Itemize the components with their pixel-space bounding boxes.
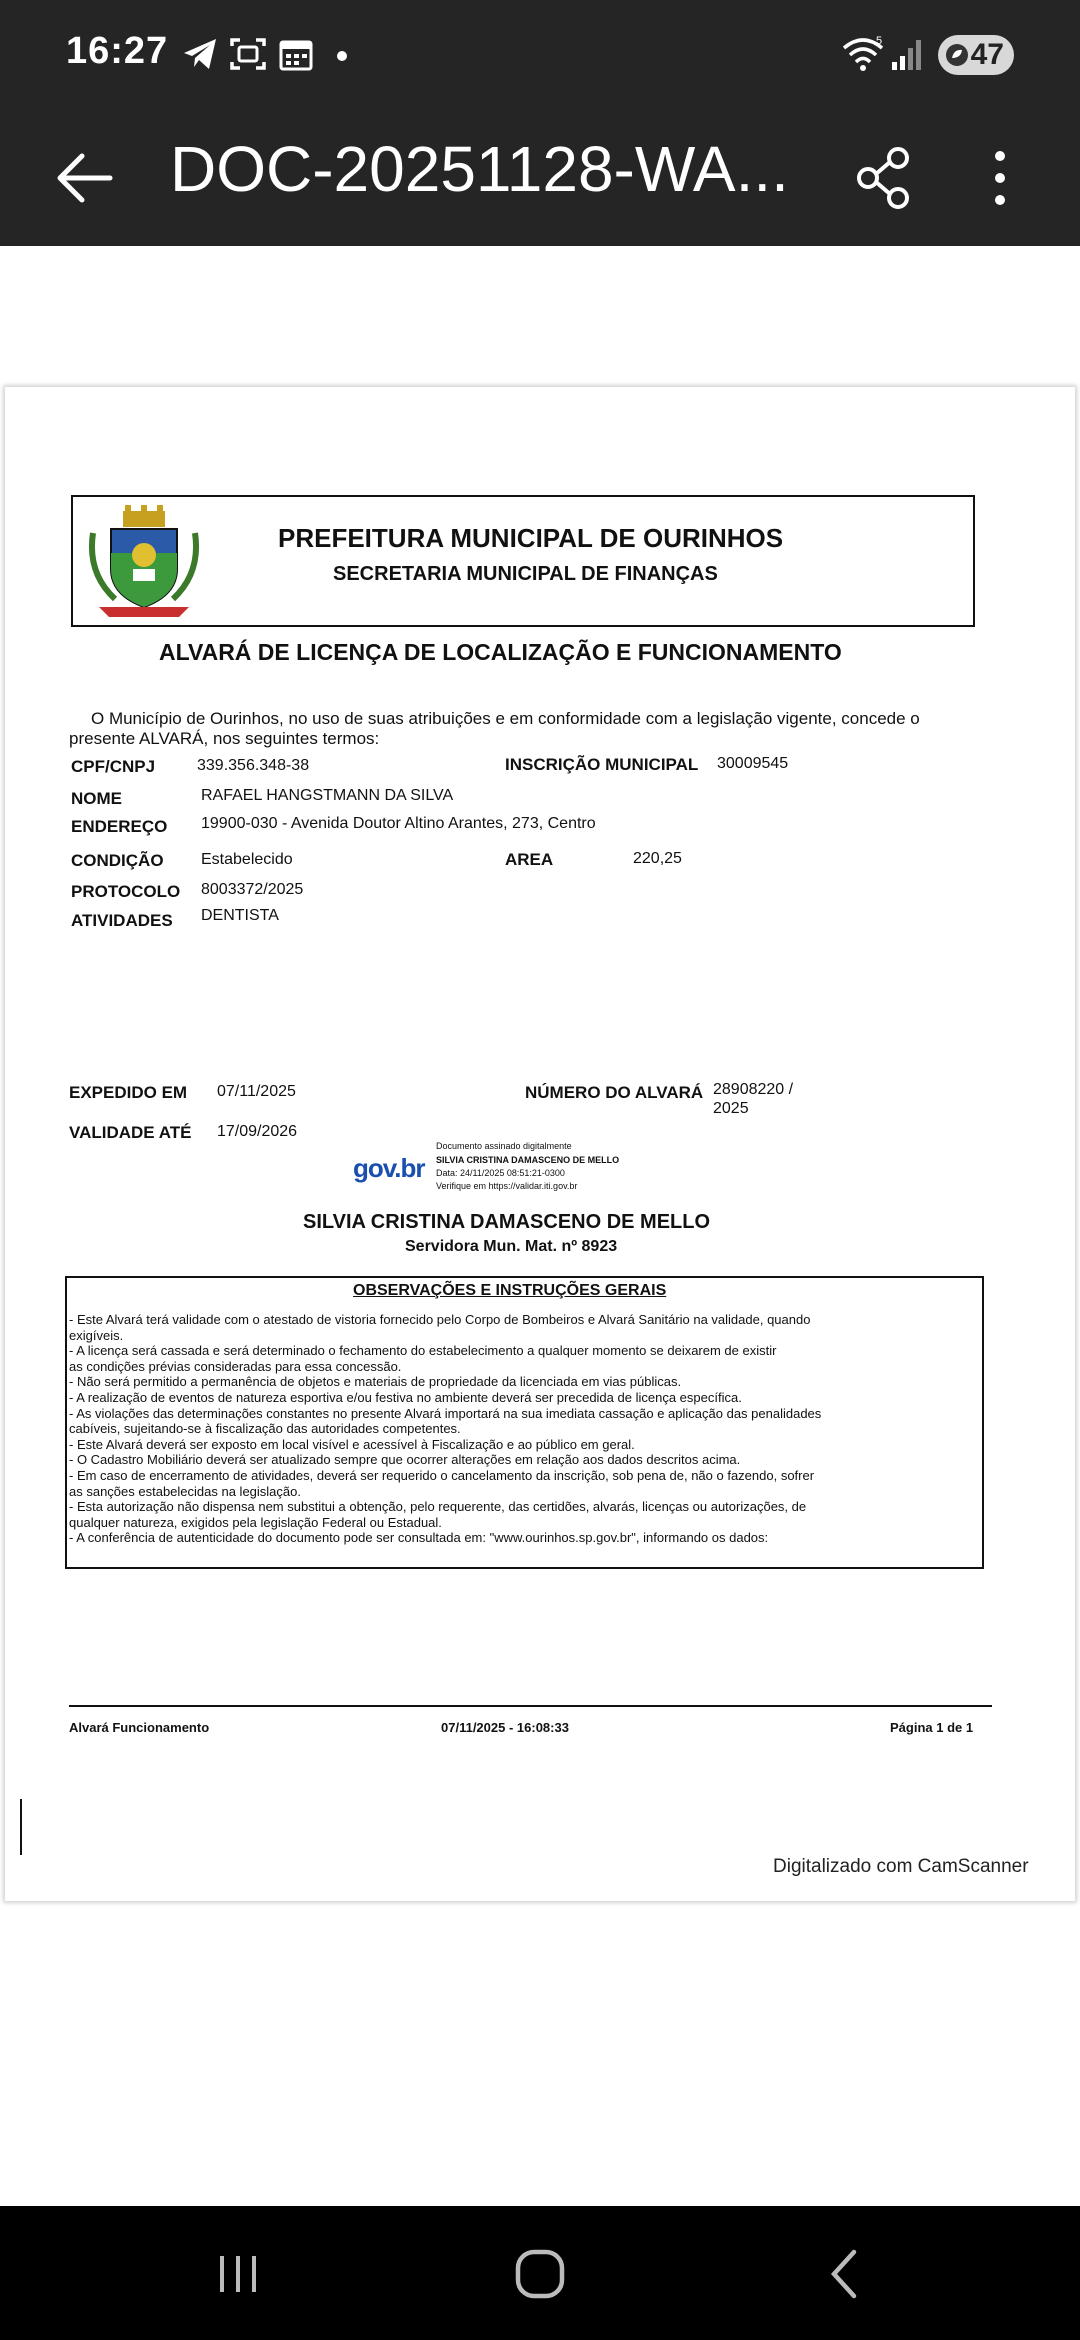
svg-text:5: 5 (876, 35, 883, 47)
observation-line: as condições prévias consideradas para essa concessão. (69, 1358, 402, 1374)
validade-label: VALIDADE ATÉ (69, 1123, 192, 1142)
observation-line: - As violações das determinações constantes no presente Alvará importará na sua imediata cassação e aplicação das penalidades (69, 1405, 822, 1421)
signature-assinado: Documento assinado digitalmente (436, 1141, 572, 1151)
signature-verify-link: Verifique em https://validar.iti.gov.br (436, 1181, 578, 1191)
observations-title: OBSERVAÇÕES E INSTRUÇÕES GERAIS (353, 1282, 667, 1299)
protocolo-value: 8003372/2025 (201, 881, 304, 898)
numero-alvara-line2: 2025 (713, 1100, 749, 1117)
cpf-value: 339.356.348-38 (197, 757, 310, 774)
footer-page-number: Página 1 de 1 (890, 1720, 974, 1735)
document-title-heading: ALVARÁ DE LICENÇA DE LOCALIZAÇÃO E FUNCIONAMENTO (159, 639, 842, 665)
calendar-icon (276, 34, 316, 74)
observation-line: - A conferência de autenticidade do documento pode ser consultada em: "www.ourinhos.sp.gov.br", informando os dados: (69, 1530, 769, 1546)
back-icon[interactable] (818, 2246, 874, 2302)
observation-line: - O Cadastro Mobiliário deverá ser atualizado sempre que ocorrer alterações em relação aos dados descritos acima. (69, 1452, 741, 1468)
clock: 16:27 (66, 30, 169, 72)
area-label: AREA (505, 850, 554, 869)
coat-of-arms-icon (85, 503, 203, 619)
condicao-label: CONDIÇÃO (71, 851, 164, 870)
battery-saver-icon (945, 43, 969, 67)
observations-box (65, 1276, 984, 1569)
endereco-value: 19900-030 - Avenida Doutor Altino Arantes, 273, Centro (201, 815, 596, 832)
battery-level: 47 (970, 38, 1004, 71)
endereco-label: ENDEREÇO (71, 817, 168, 836)
dot-icon (334, 34, 350, 74)
observation-line: - Em caso de encerramento de atividades, deverá ser requerido o cancelamento da inscrição, sob pena de, não o fazendo, sofrer (69, 1467, 815, 1483)
camscanner-watermark: Digitalizado com CamScanner (773, 1856, 1029, 1877)
observation-line: - Não será permitido a permanência de objetos e materiais de propriedade da licenciada em vias públicas. (69, 1374, 682, 1390)
numero-alvara-line1: 28908220 / (713, 1081, 794, 1098)
home-icon[interactable] (510, 2246, 570, 2302)
observation-line: as sanções estabelecidas na legislação. (69, 1483, 301, 1499)
signature-signer: SILVIA CRISTINA DAMASCENO DE MELLO (436, 1155, 620, 1165)
telegram-icon (180, 34, 220, 74)
signal-icon (890, 34, 926, 74)
nome-label: NOME (71, 789, 122, 808)
footer-center: 07/11/2025 - 16:08:33 (441, 1720, 569, 1735)
document-page[interactable] (5, 387, 1075, 1901)
screenshot-icon (228, 34, 268, 74)
validade-value: 17/09/2026 (217, 1123, 298, 1140)
more-vert-icon[interactable] (980, 142, 1020, 214)
protocolo-label: PROTOCOLO (71, 882, 181, 901)
battery-icon (938, 35, 1014, 75)
navigation-bar (0, 2206, 1080, 2340)
atividades-label: ATIVIDADES (71, 911, 173, 930)
inscricao-value: 30009545 (717, 755, 789, 772)
share-icon[interactable] (850, 142, 922, 214)
observation-line: qualquer natureza, exigidos pela legislação Federal ou Estadual. (69, 1514, 442, 1530)
expedido-value: 07/11/2025 (217, 1083, 296, 1100)
recent-apps-icon[interactable] (210, 2246, 266, 2302)
expedido-label: EXPEDIDO EM (69, 1083, 188, 1102)
scan-margin-mark (20, 1799, 22, 1855)
signature-date: Data: 24/11/2025 08:51:21-0300 (436, 1168, 565, 1178)
observation-line: - A licença será cassada e será determinado o fechamento do estabelecimento a qualquer momento se deixarem de existir (69, 1343, 777, 1359)
govbr-logo: gov.br (353, 1153, 425, 1183)
observation-line: exigíveis. (69, 1327, 124, 1343)
signer-name: SILVIA CRISTINA DAMASCENO DE MELLO (303, 1211, 711, 1233)
condicao-value: Estabelecido (201, 851, 293, 868)
secretaria-subtitle: SECRETARIA MUNICIPAL DE FINANÇAS (333, 563, 718, 585)
cpf-label: CPF/CNPJ (71, 757, 156, 776)
status-bar (0, 0, 1080, 112)
observation-line: - Este Alvará terá validade com o atestado de vistoria fornecido pelo Corpo de Bombeiros e Alvará Sanitário na validade, quando (69, 1312, 811, 1327)
inscricao-label: INSCRIÇÃO MUNICIPAL (505, 755, 699, 774)
footer-left: Alvará Funcionamento (69, 1720, 210, 1735)
back-arrow-icon[interactable] (50, 142, 122, 214)
observation-line: - Este Alvará deverá ser exposto em local visível e acessível à Fiscalização e ao público em geral. (69, 1436, 635, 1452)
header-box (71, 495, 975, 627)
toolbar (0, 112, 1080, 246)
nome-value: RAFAEL HANGSTMANN DA SILVA (201, 787, 454, 804)
numero-alvara-label: NÚMERO DO ALVARÁ (525, 1083, 704, 1102)
atividades-value: DENTISTA (201, 907, 279, 924)
observation-line: - Esta autorização não dispensa nem substitui a obtenção, pelo requerente, das certidões, alvarás, licenças ou autorizações, de (69, 1499, 807, 1515)
prefeitura-title: PREFEITURA MUNICIPAL DE OURINHOS (278, 523, 784, 553)
footer-divider (69, 1705, 992, 1707)
observation-line: - A realização de eventos de natureza esportiva e/ou festiva no ambiente deverá ser precedida de licença específica. (69, 1389, 742, 1405)
intro-paragraph: O Município de Ourinhos, no uso de suas atribuições e em conformidade com a legislação vigente, concede o presente ALVARÁ, nos seguintes termos: (69, 709, 920, 748)
document-title: DOC-20251128-WA... (170, 133, 789, 205)
observations-list (69, 1312, 974, 1546)
wifi-icon (842, 34, 886, 74)
observation-line: cabíveis, sujeitando-se à fiscalização das autoridades competentes. (69, 1421, 461, 1437)
signer-role: Servidora Mun. Mat. nº 8923 (405, 1238, 618, 1255)
area-value: 220,25 (633, 850, 682, 867)
